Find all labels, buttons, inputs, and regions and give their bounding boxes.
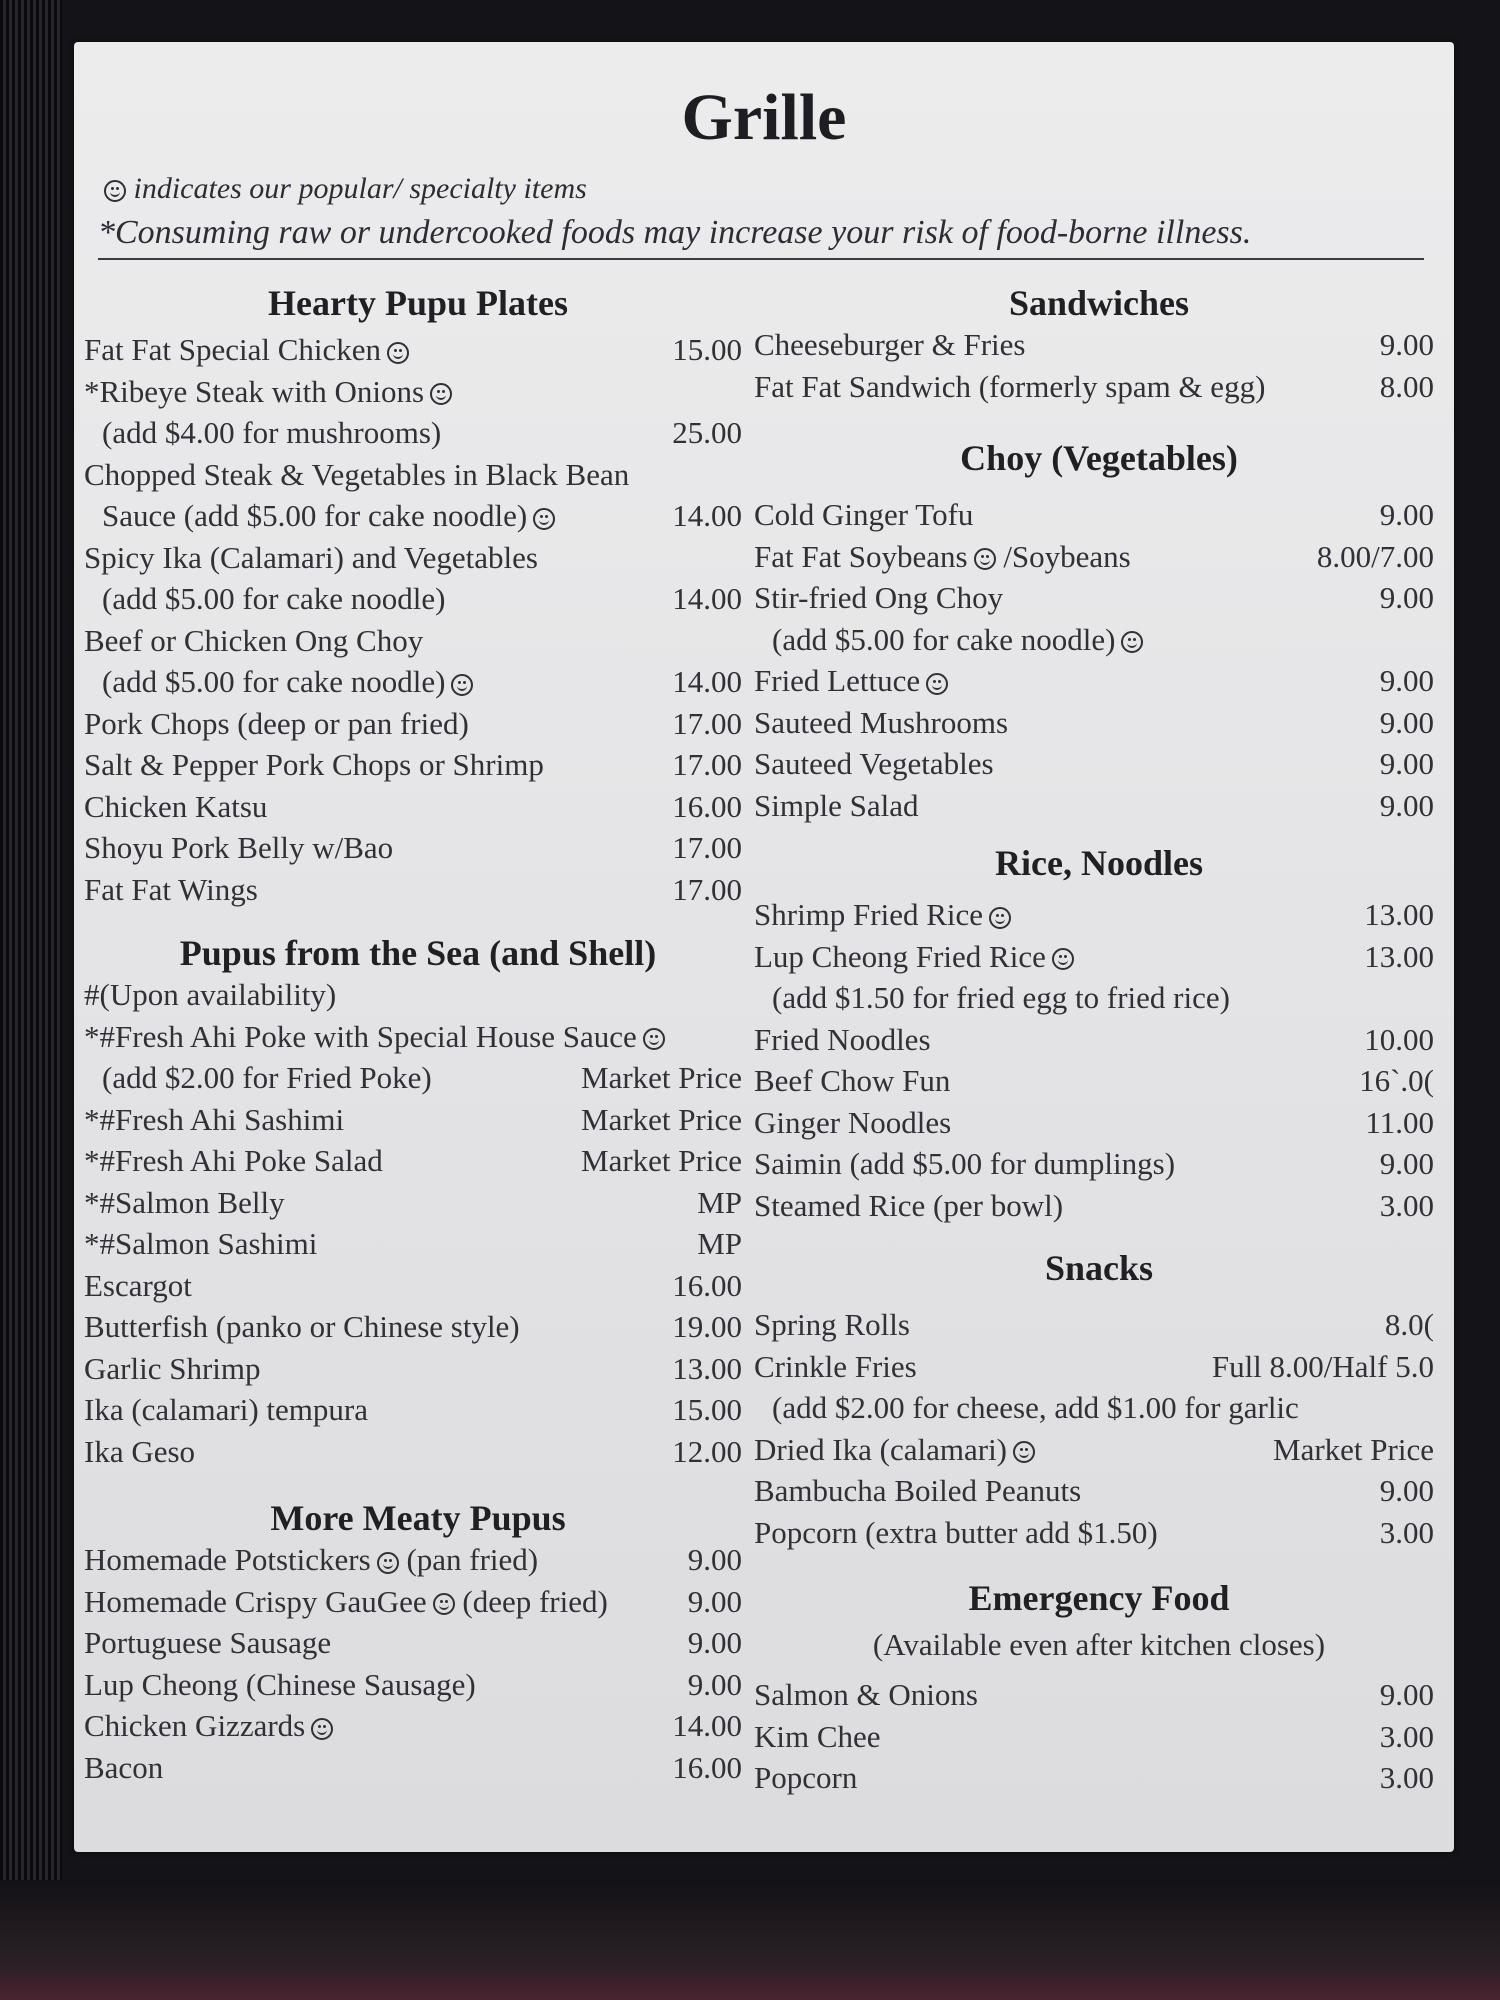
menu-item-price: 17.00	[672, 705, 742, 741]
menu-item-price: 17.00	[672, 747, 742, 782]
menu-item	[84, 1667, 742, 1707]
menu-item-label: Simple Salad	[754, 787, 919, 823]
menu-item-label: (add $2.00 for cheese, add $1.00 for garlic	[772, 1390, 1299, 1425]
menu-item	[84, 1268, 742, 1308]
menu-item	[754, 1349, 1434, 1389]
menu-item-price: 14.00	[672, 1708, 742, 1743]
menu-item-price: 14.00	[672, 664, 742, 699]
menu-item	[84, 374, 742, 414]
menu-item	[84, 747, 742, 787]
menu-item-price: 9.00	[1379, 497, 1434, 532]
popular-note	[98, 172, 587, 206]
menu-item-name	[84, 830, 393, 866]
menu-item	[84, 1708, 742, 1748]
menu-item	[84, 1060, 742, 1100]
smiley-icon	[387, 342, 409, 364]
menu-item-name	[754, 369, 1265, 405]
menu-item-name	[754, 1105, 951, 1141]
menu-item	[754, 1677, 1434, 1717]
menu-item-label: Stir-fried Ong Choy	[754, 580, 1004, 615]
menu-item-name	[102, 415, 441, 451]
menu-item-price: Market Price	[581, 1060, 742, 1095]
menu-item-price: 25.00	[672, 415, 742, 450]
menu-item-price: 3.00	[1379, 1760, 1434, 1795]
menu-item-price: 3.00	[1379, 1514, 1434, 1550]
menu-item-price: 19.00	[672, 1309, 742, 1344]
menu-item-name	[754, 1760, 857, 1796]
smiley-icon	[430, 383, 452, 405]
menu-item-name	[84, 1351, 261, 1387]
menu-item	[84, 977, 742, 1017]
menu-item-name	[754, 1063, 950, 1099]
menu-item-label: Lup Cheong (Chinese Sausage)	[84, 1666, 476, 1702]
menu-item-name	[84, 977, 336, 1013]
menu-item-price: 13.00	[672, 1350, 742, 1386]
menu-item	[84, 1185, 742, 1225]
menu-item	[84, 1019, 742, 1059]
menu-item-name	[754, 1473, 1081, 1509]
menu-item-label: Dried Ika (calamari)	[754, 1431, 1008, 1467]
menu-item	[84, 1351, 742, 1391]
menu-item-label: Lup Cheong Fried Rice	[754, 938, 1046, 974]
menu-item-name	[84, 1750, 163, 1786]
menu-item-name	[84, 1019, 665, 1055]
section-title-hearty: Hearty Pupu Plates	[268, 283, 568, 323]
menu-item	[754, 1473, 1434, 1513]
menu-item-label: Ginger Noodles	[754, 1104, 952, 1140]
menu-item-label: Fried Lettuce	[754, 663, 921, 698]
menu-item-price: 9.00	[1379, 327, 1434, 362]
menu-item	[84, 1434, 742, 1474]
menu-item-price: 17.00	[672, 871, 742, 907]
menu-item	[754, 980, 1434, 1020]
menu-item-price: 17.00	[672, 830, 742, 865]
menu-item-name	[84, 1434, 195, 1470]
smiley-icon	[377, 1552, 399, 1574]
menu-item	[84, 1542, 742, 1582]
menu-page	[74, 42, 1454, 1852]
menu-item-name	[754, 1515, 1158, 1551]
menu-item-label: Popcorn (extra butter add $1.50)	[754, 1514, 1158, 1550]
menu-item-label: Crinkle Fries	[754, 1348, 917, 1384]
menu-item-label: Shoyu Pork Belly w/Bao	[84, 830, 394, 865]
menu-item	[754, 897, 1434, 937]
menu-item-price: 9.00	[687, 1666, 742, 1702]
binder-spine	[0, 0, 62, 1880]
menu-item-label: (add $5.00 for cake noodle)	[102, 581, 446, 616]
menu-item-name	[84, 540, 538, 576]
menu-item-price: 9.00	[687, 1542, 742, 1577]
menu-item-suffix: (pan fried)	[398, 1542, 539, 1577]
menu-item-name	[84, 1392, 368, 1428]
menu-item-price: 14.00	[672, 498, 742, 533]
food-warning: *Consuming raw or undercooked foods may increase your risk of food-borne illness.	[98, 214, 1252, 251]
menu-item	[754, 327, 1434, 367]
menu-item-price: 9.00	[687, 1625, 742, 1660]
menu-item	[754, 1390, 1434, 1430]
menu-item-name	[754, 1146, 1175, 1182]
menu-item-name	[102, 581, 445, 617]
menu-item-name	[84, 623, 423, 659]
menu-item-label: Salmon & Onions	[754, 1677, 978, 1712]
menu-item	[754, 539, 1434, 579]
menu-item-label: Spring Rolls	[754, 1307, 910, 1342]
menu-item	[754, 622, 1434, 662]
menu-item-label: Sauteed Vegetables	[754, 746, 994, 781]
menu-item-name	[84, 457, 629, 493]
menu-item	[84, 1584, 742, 1624]
menu-item-label: Chicken Katsu	[84, 788, 268, 824]
menu-item-name	[84, 706, 469, 742]
menu-item-label: Fat Fat Special Chicken	[84, 332, 382, 367]
menu-item	[754, 1146, 1434, 1186]
smiley-icon	[311, 1718, 333, 1740]
menu-item-name	[754, 897, 1011, 933]
menu-item-price: 9.00	[1379, 580, 1434, 615]
menu-item-price: 9.00	[1379, 746, 1434, 781]
menu-item-price: MP	[697, 1226, 742, 1261]
smiley-icon	[533, 508, 555, 530]
smiley-icon	[974, 548, 996, 570]
menu-item-label: *Ribeye Steak with Onions	[84, 373, 425, 409]
menu-item-label: Garlic Shrimp	[84, 1350, 261, 1386]
section-title-snacks: Snacks	[1044, 1248, 1154, 1288]
menu-item	[84, 457, 742, 497]
menu-item-suffix: (deep fried)	[454, 1583, 608, 1619]
menu-item-name	[84, 747, 544, 783]
menu-item-name	[754, 497, 973, 533]
menu-item-name	[84, 332, 409, 368]
menu-item-label: Cheeseburger & Fries	[754, 327, 1026, 362]
menu-item-label: Spicy Ika (Calamari) and Vegetables	[84, 539, 538, 575]
menu-item-price: Market Price	[581, 1143, 742, 1178]
menu-item	[754, 1307, 1434, 1347]
menu-item-label: Beef or Chicken Ong Choy	[84, 622, 424, 658]
menu-item-label: Homemade Crispy GauGee	[84, 1583, 427, 1619]
menu-item-label: Bacon	[84, 1749, 164, 1785]
menu-item-name	[84, 1584, 608, 1620]
menu-item-price: 9.00	[687, 1583, 742, 1619]
smiley-icon	[433, 1593, 455, 1615]
menu-item-name	[754, 1432, 1035, 1468]
menu-item-name	[754, 580, 1003, 616]
menu-item-name	[754, 1349, 917, 1385]
menu-item	[84, 415, 742, 455]
menu-item-label: Ika (calamari) tempura	[84, 1392, 368, 1427]
menu-item-label: Portuguese Sausage	[84, 1625, 332, 1660]
menu-item-price: 8.00	[1379, 368, 1434, 404]
menu-item-price: 13.00	[1364, 897, 1434, 932]
menu-item-label: Fried Noodles	[754, 1021, 931, 1057]
menu-item	[84, 1750, 742, 1790]
menu-item	[84, 623, 742, 663]
smiley-icon	[926, 673, 948, 695]
menu-item-label: Fat Fat Wings	[84, 871, 258, 907]
menu-item	[84, 1309, 742, 1349]
menu-item-price: 3.00	[1379, 1187, 1434, 1223]
menu-item	[84, 872, 742, 912]
menu-item	[84, 1625, 742, 1665]
menu-item	[84, 789, 742, 829]
menu-item-price: 14.00	[672, 581, 742, 616]
menu-item-label: Steamed Rice (per bowl)	[754, 1187, 1064, 1223]
menu-item-name	[84, 1268, 192, 1304]
menu-item-label: (add $4.00 for mushrooms)	[102, 415, 442, 450]
menu-item	[754, 663, 1434, 703]
menu-item	[754, 1719, 1434, 1759]
menu-item-name	[84, 1542, 538, 1578]
menu-item	[754, 580, 1434, 620]
menu-item	[754, 939, 1434, 979]
menu-item-price: 3.00	[1379, 1718, 1434, 1754]
menu-item-label: (add $5.00 for cake noodle)	[102, 664, 446, 699]
menu-item-label: Shrimp Fried Rice	[754, 897, 984, 932]
menu-item-label: (add $5.00 for cake noodle)	[772, 621, 1116, 657]
smiley-icon	[1013, 1441, 1035, 1463]
section-title-meaty: More Meaty Pupus	[270, 1498, 566, 1538]
menu-item	[754, 1022, 1434, 1062]
menu-item-name	[754, 539, 1131, 575]
menu-item-name	[754, 939, 1074, 975]
section-subtitle-emergency: (Available even after kitchen closes)	[872, 1627, 1326, 1662]
menu-item-price: 9.00	[1379, 704, 1434, 740]
menu-item-label: Chicken Gizzards	[84, 1708, 306, 1743]
smiley-icon	[643, 1028, 665, 1050]
menu-item-price: 16.00	[672, 1749, 742, 1785]
menu-item-price: 13.00	[1364, 938, 1434, 974]
menu-item	[754, 1188, 1434, 1228]
smiley-icon	[1052, 948, 1074, 970]
menu-item-label: Kim Chee	[754, 1718, 881, 1754]
menu-item	[84, 1392, 742, 1432]
section-title-sandwiches: Sandwiches	[1008, 283, 1190, 323]
menu-item-label: Fat Fat Soybeans	[754, 538, 968, 574]
menu-item-name	[84, 1667, 476, 1703]
menu-item	[84, 1102, 742, 1142]
menu-item-name	[754, 663, 948, 699]
smiley-icon	[1121, 631, 1143, 653]
menu-item-price: 12.00	[672, 1433, 742, 1469]
page-title: Grille	[681, 81, 847, 154]
menu-item	[84, 706, 742, 746]
menu-item-label: (add $1.50 for fried egg to fried rice)	[772, 980, 1230, 1015]
menu-item-label: #(Upon availability)	[84, 977, 337, 1012]
table-surface	[0, 1880, 1500, 2000]
menu-item-price: 16.00	[672, 788, 742, 824]
menu-item	[84, 664, 742, 704]
menu-item-label: (add $2.00 for Fried Poke)	[102, 1060, 432, 1095]
menu-item-name	[84, 789, 267, 825]
menu-item	[84, 498, 742, 538]
menu-item-label: Sauteed Mushrooms	[754, 704, 1009, 740]
menu-item-name	[754, 1307, 910, 1343]
menu-item-price: Full 8.00/Half 5.0	[1211, 1348, 1434, 1384]
menu-item-name	[84, 1102, 344, 1138]
menu-item	[84, 830, 742, 870]
menu-item	[754, 746, 1434, 786]
menu-item-name	[772, 1390, 1299, 1426]
menu-item-price: 8.00/7.00	[1316, 538, 1434, 574]
menu-item-label: Bambucha Boiled Peanuts	[754, 1473, 1082, 1508]
menu-item-price: 11.00	[1365, 1104, 1434, 1140]
menu-item-name	[772, 622, 1143, 658]
menu-item	[754, 1515, 1434, 1555]
smiley-icon	[989, 907, 1011, 929]
menu-item-price: 9.00	[1379, 1473, 1434, 1508]
smiley-icon	[451, 674, 473, 696]
menu-item-name	[754, 705, 1008, 741]
menu-item-price: 16.00	[672, 1267, 742, 1303]
menu-item	[754, 788, 1434, 828]
menu-item-name	[84, 374, 452, 410]
menu-item-name	[754, 1022, 931, 1058]
menu-item-label: *#Salmon Sashimi	[84, 1226, 318, 1261]
menu-item-label: Beef Chow Fun	[754, 1063, 951, 1098]
menu-item	[84, 581, 742, 621]
menu-item-label: Ika Geso	[84, 1433, 196, 1469]
menu-item-label: Pork Chops (deep or pan fried)	[84, 705, 469, 741]
menu-item	[754, 1760, 1434, 1800]
divider	[98, 258, 1424, 260]
menu-item-label: *#Fresh Ahi Sashimi	[84, 1101, 345, 1137]
menu-item-label: Salt & Pepper Pork Chops or Shrimp	[84, 747, 544, 782]
menu-item-name	[84, 1185, 285, 1221]
menu-item	[754, 497, 1434, 537]
menu-item-label: Popcorn	[754, 1760, 858, 1795]
menu-item-label: Saimin (add $5.00 for dumplings)	[754, 1146, 1176, 1181]
menu-item-name	[84, 1625, 331, 1661]
menu-item-name	[102, 664, 473, 700]
menu-item-label: Cold Ginger Tofu	[754, 497, 974, 532]
menu-item-price: 9.00	[1379, 1677, 1434, 1712]
menu-item	[754, 369, 1434, 409]
menu-item-name	[772, 980, 1230, 1016]
menu-item-name	[84, 1708, 333, 1744]
menu-item-name	[102, 498, 555, 534]
menu-item-name	[754, 1677, 978, 1713]
menu-item	[754, 1432, 1434, 1472]
menu-item-name	[84, 872, 258, 908]
smiley-icon	[104, 180, 126, 202]
menu-item-suffix: /Soybeans	[995, 538, 1131, 574]
menu-item-label: *#Fresh Ahi Poke Salad	[84, 1143, 383, 1178]
menu-item-label: Escargot	[84, 1267, 192, 1303]
menu-item	[754, 705, 1434, 745]
menu-item-price: 15.00	[672, 332, 742, 367]
menu-item-price: 15.00	[672, 1392, 742, 1427]
menu-item-name	[754, 788, 918, 824]
menu-item-price: Market Price	[581, 1101, 742, 1137]
menu-item-label: Homemade Potstickers	[84, 1542, 371, 1577]
menu-item-name	[754, 327, 1025, 363]
menu-item	[84, 332, 742, 372]
menu-item-price: 9.00	[1379, 787, 1434, 823]
menu-item-price: MP	[697, 1184, 742, 1220]
menu-item-label: *#Salmon Belly	[84, 1184, 285, 1220]
menu-item-price: 16`.0(	[1359, 1063, 1434, 1098]
popular-note-text: indicates our popular/ specialty items	[133, 172, 587, 205]
menu-item-name	[84, 1143, 383, 1179]
menu-item-price: 8.0(	[1384, 1307, 1434, 1342]
section-title-emergency: Emergency Food	[968, 1578, 1230, 1618]
menu-item-label: Butterfish (panko or Chinese style)	[84, 1309, 520, 1344]
menu-item-name	[84, 1309, 520, 1345]
menu-item-name	[754, 1188, 1063, 1224]
menu-item	[754, 1063, 1434, 1103]
menu-item-label: Sauce (add $5.00 for cake noodle)	[102, 498, 528, 533]
menu-item-label: Chopped Steak & Vegetables in Black Bean	[84, 456, 630, 492]
menu-item-price: 9.00	[1379, 1146, 1434, 1181]
menu-item-label: Fat Fat Sandwich (formerly spam & egg)	[754, 368, 1266, 404]
section-title-choy: Choy (Vegetables)	[960, 438, 1238, 478]
menu-item-price: 9.00	[1379, 663, 1434, 698]
menu-item-label: *#Fresh Ahi Poke with Special House Sauce	[84, 1018, 637, 1054]
section-title-sea: Pupus from the Sea (and Shell)	[179, 933, 657, 973]
menu-item-name	[754, 746, 994, 782]
menu-item-name	[84, 1226, 317, 1262]
section-title-rice: Rice, Noodles	[995, 843, 1203, 883]
menu-item-price: Market Price	[1273, 1431, 1434, 1467]
menu-item-price: 10.00	[1364, 1021, 1434, 1057]
menu-item-name	[754, 1719, 881, 1755]
menu-item-name	[102, 1060, 432, 1096]
menu-item	[754, 1105, 1434, 1145]
menu-item	[84, 1143, 742, 1183]
menu-item	[84, 540, 742, 580]
menu-item	[84, 1226, 742, 1266]
